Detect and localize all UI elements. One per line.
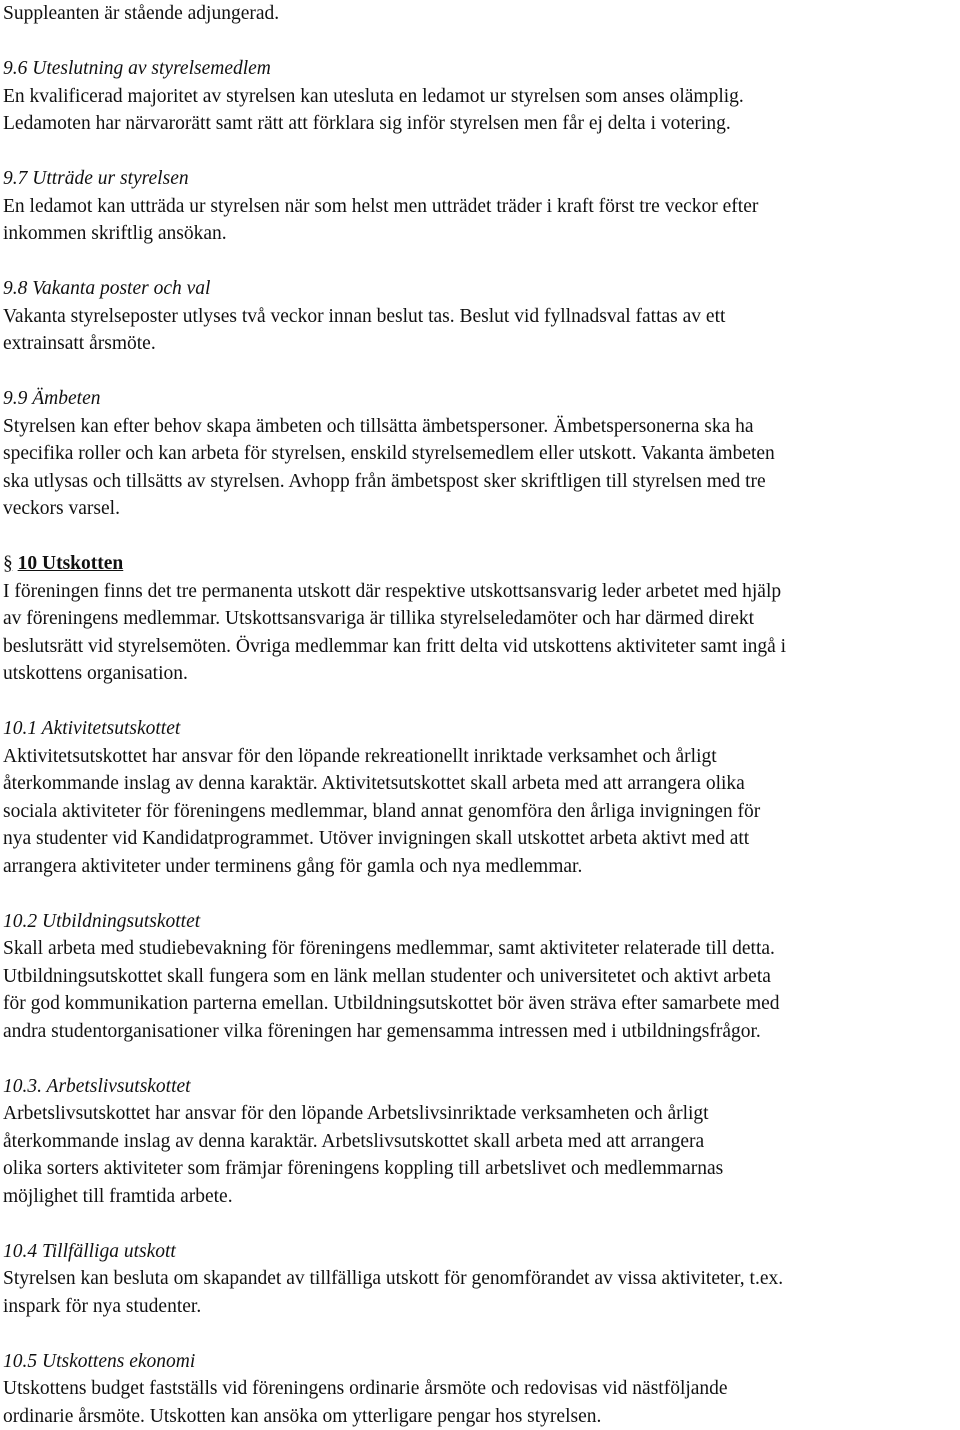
section-number: 10.4 (3, 1240, 38, 1262)
body-text: för god kommunikation parterna emellan. Utbildningsutskottet bör även sträva efter samarbete med (3, 993, 780, 1014)
section-heading-9-9 (3, 385, 958, 413)
section-number: 10.2 (3, 910, 38, 932)
body-text: Styrelsen kan besluta om skapandet av tillfälliga utskott för genomförandet av vissa aktiviteter, t.ex. (3, 1268, 784, 1289)
section-sign: § (3, 553, 13, 574)
body-text: extrainsatt årsmöte. (3, 333, 156, 354)
spacer (3, 880, 958, 908)
body-text: beslutsrätt vid styrelsemöten. Övriga medlemmar kan fritt delta vid utskottens aktiviteter samt ingå i (3, 635, 787, 657)
body-text: olika sorters aktiviteter som främjar föreningens koppling till arbetslivet och medlemmarnas (3, 1158, 724, 1179)
section-number: 9.6 (3, 58, 28, 79)
section-number: 10.3. (3, 1075, 42, 1097)
body-text: Utskottens budget fastställs vid föreningens ordinarie årsmöte och redovisas vid nästföljande (3, 1378, 728, 1399)
spacer (3, 523, 958, 551)
body-text: sociala aktiviteter för föreningens medlemmar, bland annat genomföra den årliga invigningen för (3, 800, 761, 822)
body-text: Arbetslivsutskottet har ansvar för den löpande Arbetslivsinriktade verksamheten och årligt (3, 1103, 709, 1124)
spacer (3, 138, 958, 166)
body-text: Vakanta styrelseposter utlyses två veckor innan beslut tas. Beslut vid fyllnadsval fattas av ett (3, 305, 726, 327)
body-text: utskottens organisation. (3, 663, 188, 684)
body-text: Styrelsen kan efter behov skapa ämbeten och tillsätta ämbetspersoner. Ämbetspersonerna ska ha (3, 415, 754, 437)
body-text: nya studenter vid Kandidatprogrammet. Utöver invigningen skall utskottet arbeta aktivt med att (3, 828, 750, 849)
section-heading-10-3 (3, 1073, 958, 1101)
section-number: 9.8 (3, 278, 28, 299)
section-heading-10 (3, 550, 958, 578)
body-text: I föreningen finns det tre permanenta utskott där respektive utskottsansvarig leder arbetet med hjälp (3, 580, 782, 602)
section-title: Uteslutning av styrelsemedlem (32, 58, 271, 79)
spacer (3, 248, 958, 276)
body-text: Skall arbeta med studiebevakning för föreningens medlemmar, samt aktiviteter relaterade till detta. (3, 938, 775, 959)
body-text: specifika roller och kan arbeta för styrelsen, enskild styrelsemedlem eller utskott. Vakanta ämbeten (3, 443, 775, 464)
body-text: En kvalificerad majoritet av styrelsen kan utesluta en ledamot ur styrelsen som anses olämplig. (3, 85, 744, 107)
body-text: av föreningens medlemmar. Utskottsansvariga är tillika styrelseledamöter och har därmed direkt (3, 608, 755, 629)
section-title: 10 Utskotten (17, 553, 124, 574)
body-text: arrangera aktiviteter under terminens gång för gamla och nya medlemmar. (3, 855, 583, 877)
body-text: ordinarie årsmöte. Utskotten kan ansöka om ytterligare pengar hos styrelsen. (3, 1405, 602, 1427)
section-title: Ämbeten (32, 388, 101, 409)
body-text: återkommande inslag av denna karaktär. Arbetslivsutskottet skall arbeta med att arrangera (3, 1130, 705, 1152)
section-title: Vakanta poster och val (32, 278, 211, 299)
section-heading-10-1 (3, 715, 958, 743)
section-title: Utskottens ekonomi (42, 1350, 196, 1372)
body-text: Ledamoten har närvarorätt samt rätt att förklara sig inför styrelsen men får ej delta i votering. (3, 113, 731, 134)
body-text: Utbildningsutskottet skall fungera som en länk mellan studenter och universitetet och aktivt arbeta (3, 965, 771, 987)
body-text: inspark för nya studenter. (3, 1295, 202, 1317)
spacer (3, 358, 958, 386)
spacer (3, 1045, 958, 1073)
section-heading-10-2 (3, 908, 958, 936)
section-number: 9.9 (3, 388, 28, 409)
section-title: Tillfälliga utskott (42, 1240, 176, 1262)
body-text: ska utlysas och tillsätts av styrelsen. Avhopp från ämbetspost sker skriftligen till styrelsen med tre (3, 470, 766, 492)
section-title: Utbildningsutskottet (42, 910, 201, 932)
section-heading-9-6 (3, 55, 958, 83)
body-text: möjlighet till framtida arbete. (3, 1185, 233, 1207)
spacer (3, 1210, 958, 1238)
body-text: En ledamot kan utträda ur styrelsen när som helst men utträdet träder i kraft först tre veckor efter (3, 195, 759, 217)
section-heading-9-7 (3, 165, 958, 193)
body-text: inkommen skriftlig ansökan. (3, 223, 227, 244)
section-heading-10-5 (3, 1348, 958, 1376)
body-text: Aktivitetsutskottet har ansvar för den löpande rekreationellt inriktade verksamhet och årligt (3, 745, 717, 767)
spacer (3, 688, 958, 716)
document-page (3, 0, 958, 1430)
body-text: Suppleanten är stående adjungerad. (3, 3, 280, 24)
section-number: 10.1 (3, 718, 38, 739)
section-title: Utträde ur styrelsen (32, 168, 189, 189)
body-text: återkommande inslag av denna karaktär. Aktivitetsutskottet skall arbeta med att arrangera olika (3, 773, 745, 794)
spacer (3, 1320, 958, 1348)
section-number: 9.7 (3, 168, 28, 189)
section-heading-10-4 (3, 1238, 958, 1266)
body-text: andra studentorganisationer vilka föreningen har gemensamma intressen med i utbildningsfrågor. (3, 1020, 761, 1042)
section-title: Arbetslivsutskottet (46, 1075, 191, 1097)
spacer (3, 28, 958, 56)
section-title: Aktivitetsutskottet (41, 718, 181, 739)
body-text: veckors varsel. (3, 498, 120, 519)
section-heading-9-8 (3, 275, 958, 303)
section-number: 10.5 (3, 1350, 38, 1372)
